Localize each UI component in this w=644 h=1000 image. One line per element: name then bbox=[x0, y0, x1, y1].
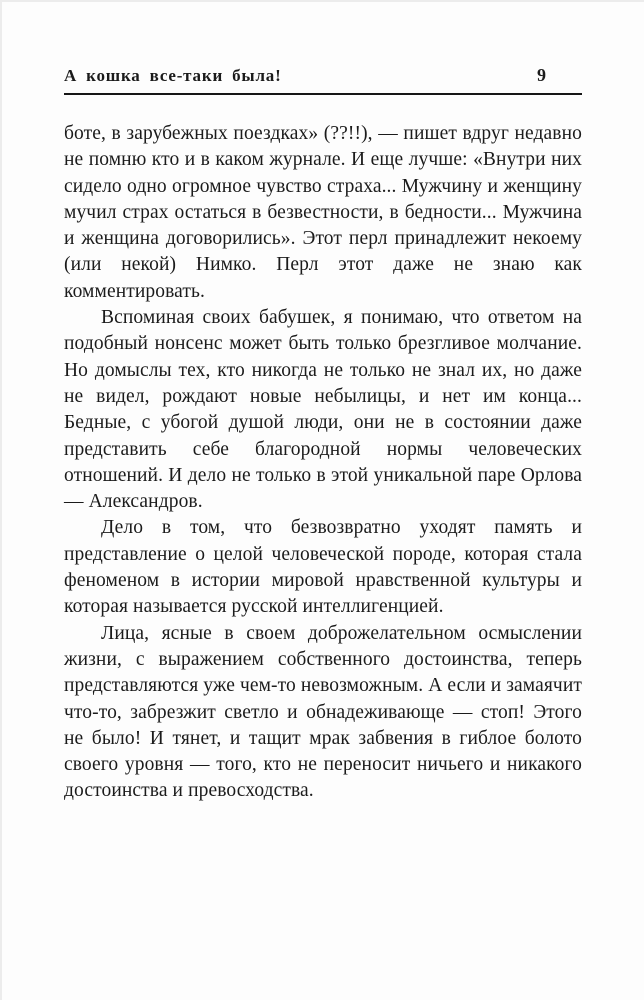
paragraph: Лица, ясные в своем доброжелательном осмыслении жизни, с выражением собственного достоинства, теперь представляются уже чем-то невозможным. А если и замаячит что-то, забрезжит светло и обнадеживающе — стоп! Этого не было! И тянет, и тащит мрак забвения в гиблое болото своего уровня — того, кто не переносит ничьего и никакого достоинства и превосходства. bbox=[64, 622, 582, 802]
page-number: 9 bbox=[537, 65, 546, 85]
page-text bbox=[64, 121, 582, 805]
paragraph: боте, в зарубежных поездках» (??!!), — пишет вдруг недавно не помню кто и в каком журнале. И еще лучше: «Внутри них сидело одно огромное чувство страха... Мужчину и женщину мучил страх остаться в безвестности, в бедности... Мужчина и женщина договорились». Этот перл принадлежит некоему (или некой) Нимко. Перл этот даже не знаю как комментировать. bbox=[64, 123, 582, 302]
paragraph: Дело в том, что безвозвратно уходят память и представление о целой человеческой породе, которая стала феноменом в истории мировой нравственной культуры и которая называется русской интеллигенцией. bbox=[64, 517, 582, 618]
running-title: А кошка все-таки была! bbox=[64, 66, 282, 85]
running-header bbox=[64, 66, 582, 84]
paragraph: Вспоминая своих бабушек, я понимаю, что ответом на подобный нонсенс может быть только брезгливое молчание. Но домыслы тех, кто никогда не только не знал их, но даже не видел, рождают новые небылицы, и нет им конца... Бедные, с убогой душой люди, они не в состоянии даже представить себе благородной нормы человеческих отношений. И дело не только в этой уникальной паре Орлова — Александров. bbox=[64, 307, 582, 513]
header-rule bbox=[64, 93, 582, 95]
